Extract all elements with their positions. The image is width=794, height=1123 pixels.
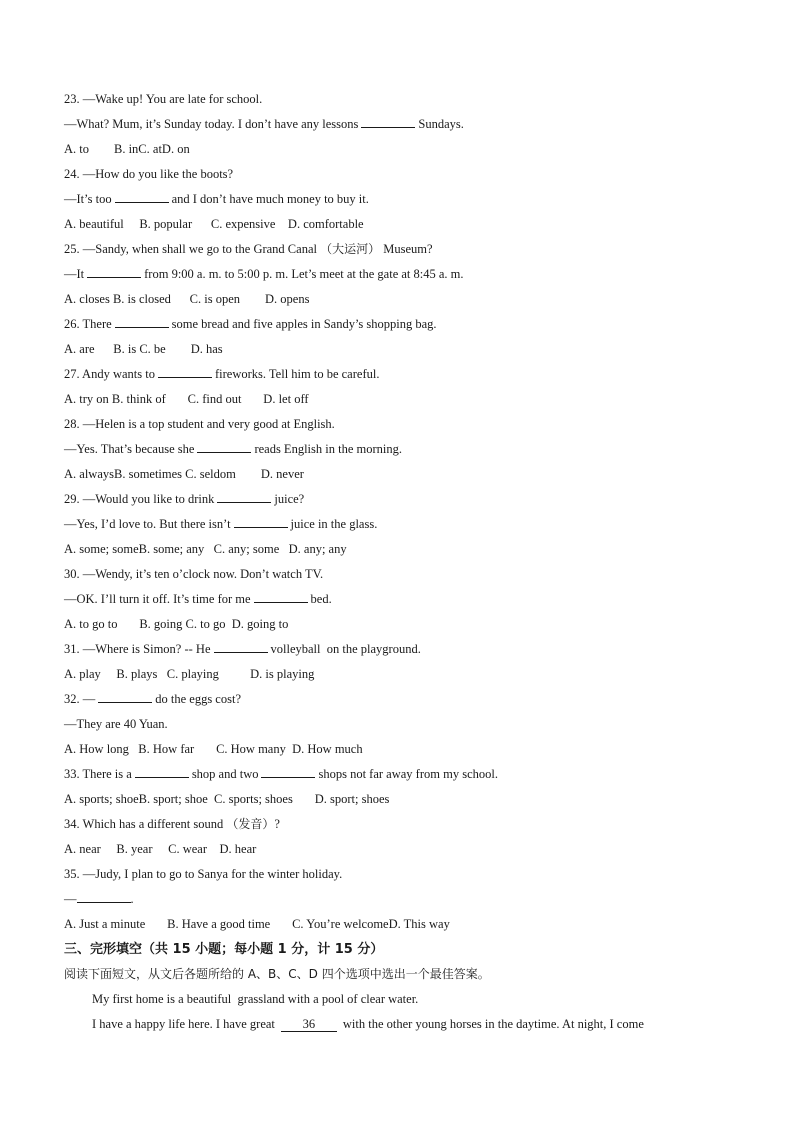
question-text: juice in the glass. bbox=[290, 517, 378, 531]
question-text: 28. —Helen is a top student and very good at English. bbox=[64, 417, 335, 431]
question-text: 27. Andy wants to bbox=[64, 367, 155, 381]
question-text: fireworks. Tell him to be careful. bbox=[214, 367, 380, 381]
question-text: 33. There is a bbox=[64, 767, 132, 781]
passage-paragraph-2 bbox=[64, 1012, 744, 1037]
answer-blank[interactable] bbox=[77, 889, 131, 903]
question-text: and I don’t have much money to buy it. bbox=[171, 192, 369, 206]
question-29-reply bbox=[64, 512, 744, 537]
answer-blank[interactable] bbox=[254, 589, 308, 603]
question-27-options: A. try on B. think of C. find out D. let off bbox=[64, 392, 309, 406]
question-text: 32. — bbox=[64, 692, 96, 706]
question-text: do the eggs cost? bbox=[155, 692, 241, 706]
question-text: —It’s too bbox=[64, 192, 112, 206]
question-25-stem bbox=[64, 237, 744, 262]
question-27-stem bbox=[64, 362, 744, 387]
question-30-stem bbox=[64, 562, 744, 587]
question-text: —What? Mum, it’s Sunday today. I don’t have any lessons bbox=[64, 117, 359, 131]
question-text: Museum? bbox=[380, 242, 433, 256]
question-text: juice? bbox=[274, 492, 305, 506]
question-26-stem bbox=[64, 312, 744, 337]
question-32-reply bbox=[64, 712, 744, 737]
question-text: 24. —How do you like the boots? bbox=[64, 167, 234, 181]
answer-blank[interactable] bbox=[115, 189, 169, 203]
question-33-stem bbox=[64, 762, 744, 787]
question-text: bed. bbox=[310, 592, 332, 606]
question-31-options: A. play B. plays C. playing D. is playing bbox=[64, 667, 315, 681]
question-25-options: A. closes B. is closed C. is open D. opens bbox=[64, 292, 310, 306]
question-32-stem bbox=[64, 687, 744, 712]
question-text: 23. —Wake up! You are late for school. bbox=[64, 92, 263, 106]
question-text: —Yes. That’s because she bbox=[64, 442, 195, 456]
question-29-options: A. some; someB. some; any C. any; some D. any; any bbox=[64, 542, 347, 556]
question-35-options: A. Just a minute B. Have a good time C. You’re welcomeD. This way bbox=[64, 917, 450, 931]
question-text: volleyball on the playground. bbox=[270, 642, 421, 656]
question-30-reply bbox=[64, 587, 744, 612]
question-25-reply bbox=[64, 262, 744, 287]
exam-page bbox=[64, 87, 744, 1037]
question-28-stem bbox=[64, 412, 744, 437]
question-29-stem bbox=[64, 487, 744, 512]
answer-blank[interactable] bbox=[87, 264, 141, 278]
question-24-reply bbox=[64, 187, 744, 212]
answer-blank[interactable] bbox=[217, 489, 271, 503]
question-35-stem bbox=[64, 862, 744, 887]
question-35-reply bbox=[64, 887, 744, 912]
section-title: 三、完形填空（共 15 小题；每小题 1 分，计 15 分） bbox=[64, 942, 384, 957]
question-text: shop and two bbox=[191, 767, 259, 781]
question-text: 26. There bbox=[64, 317, 112, 331]
answer-blank[interactable] bbox=[135, 764, 189, 778]
question-23-options: A. to B. inC. atD. on bbox=[64, 142, 190, 156]
question-text: —It bbox=[64, 267, 85, 281]
question-28-options: A. alwaysB. sometimes C. seldom D. never bbox=[64, 467, 304, 481]
question-text: 34. Which has a different sound bbox=[64, 817, 227, 831]
answer-blank[interactable] bbox=[158, 364, 212, 378]
question-text: 29. —Would you like to drink bbox=[64, 492, 215, 506]
question-text: 25. —Sandy, when shall we go to the Grand Canal bbox=[64, 242, 321, 256]
question-text: some bread and five apples in Sandy’s shopping bag. bbox=[171, 317, 437, 331]
question-text: —OK. I’ll turn it off. It’s time for me bbox=[64, 592, 251, 606]
answer-blank[interactable] bbox=[197, 439, 251, 453]
question-31-stem bbox=[64, 637, 744, 662]
question-text: 31. —Where is Simon? -- He bbox=[64, 642, 211, 656]
question-text: Sundays. bbox=[418, 117, 464, 131]
question-text: —Yes, I’d love to. But there isn’t bbox=[64, 517, 231, 531]
question-33-options: A. sports; shoeB. sport; shoe C. sports; shoes D. sport; shoes bbox=[64, 792, 390, 806]
answer-blank[interactable] bbox=[261, 764, 315, 778]
question-text: —They are 40 Yuan. bbox=[64, 717, 168, 731]
cloze-blank-36[interactable]: 36 bbox=[281, 1018, 337, 1032]
question-text: 30. —Wendy, it’s ten o’clock now. Don’t watch TV. bbox=[64, 567, 324, 581]
passage-paragraph-1: My first home is a beautiful grassland with a pool of clear water. bbox=[92, 992, 419, 1006]
question-text: reads English in the morning. bbox=[254, 442, 402, 456]
question-28-reply bbox=[64, 437, 744, 462]
passage-text: I have a happy life here. I have great bbox=[92, 1017, 275, 1031]
question-text: （发音） bbox=[226, 817, 275, 831]
answer-blank[interactable] bbox=[98, 689, 152, 703]
passage-text: with the other young horses in the daytime. At night, I come bbox=[342, 1017, 644, 1031]
question-34-stem bbox=[64, 812, 744, 837]
question-32-options: A. How long B. How far C. How many D. How much bbox=[64, 742, 363, 756]
question-23-reply bbox=[64, 112, 744, 137]
question-text: 35. —Judy, I plan to go to Sanya for the winter holiday. bbox=[64, 867, 343, 881]
question-text: — bbox=[64, 892, 77, 906]
answer-blank[interactable] bbox=[115, 314, 169, 328]
question-text: ? bbox=[274, 817, 280, 831]
question-34-options: A. near B. year C. wear D. hear bbox=[64, 842, 257, 856]
question-text: from 9:00 a. m. to 5:00 p. m. Let’s meet at the gate at 8:45 a. m. bbox=[144, 267, 464, 281]
question-23-stem bbox=[64, 87, 744, 112]
question-26-options: A. are B. is C. be D. has bbox=[64, 342, 223, 356]
question-text: . bbox=[130, 892, 134, 906]
answer-blank[interactable] bbox=[214, 639, 268, 653]
question-text: shops not far away from my school. bbox=[318, 767, 498, 781]
question-24-stem bbox=[64, 162, 744, 187]
answer-blank[interactable] bbox=[361, 114, 415, 128]
question-24-options: A. beautiful B. popular C. expensive D. comfortable bbox=[64, 217, 364, 231]
answer-blank[interactable] bbox=[234, 514, 288, 528]
section-instruction: 阅读下面短文，从文后各题所给的 A、B、C、D 四个选项中选出一个最佳答案。 bbox=[64, 967, 490, 981]
question-30-options: A. to go to B. going C. to go D. going to bbox=[64, 617, 289, 631]
question-text: （大运河） bbox=[320, 242, 381, 256]
